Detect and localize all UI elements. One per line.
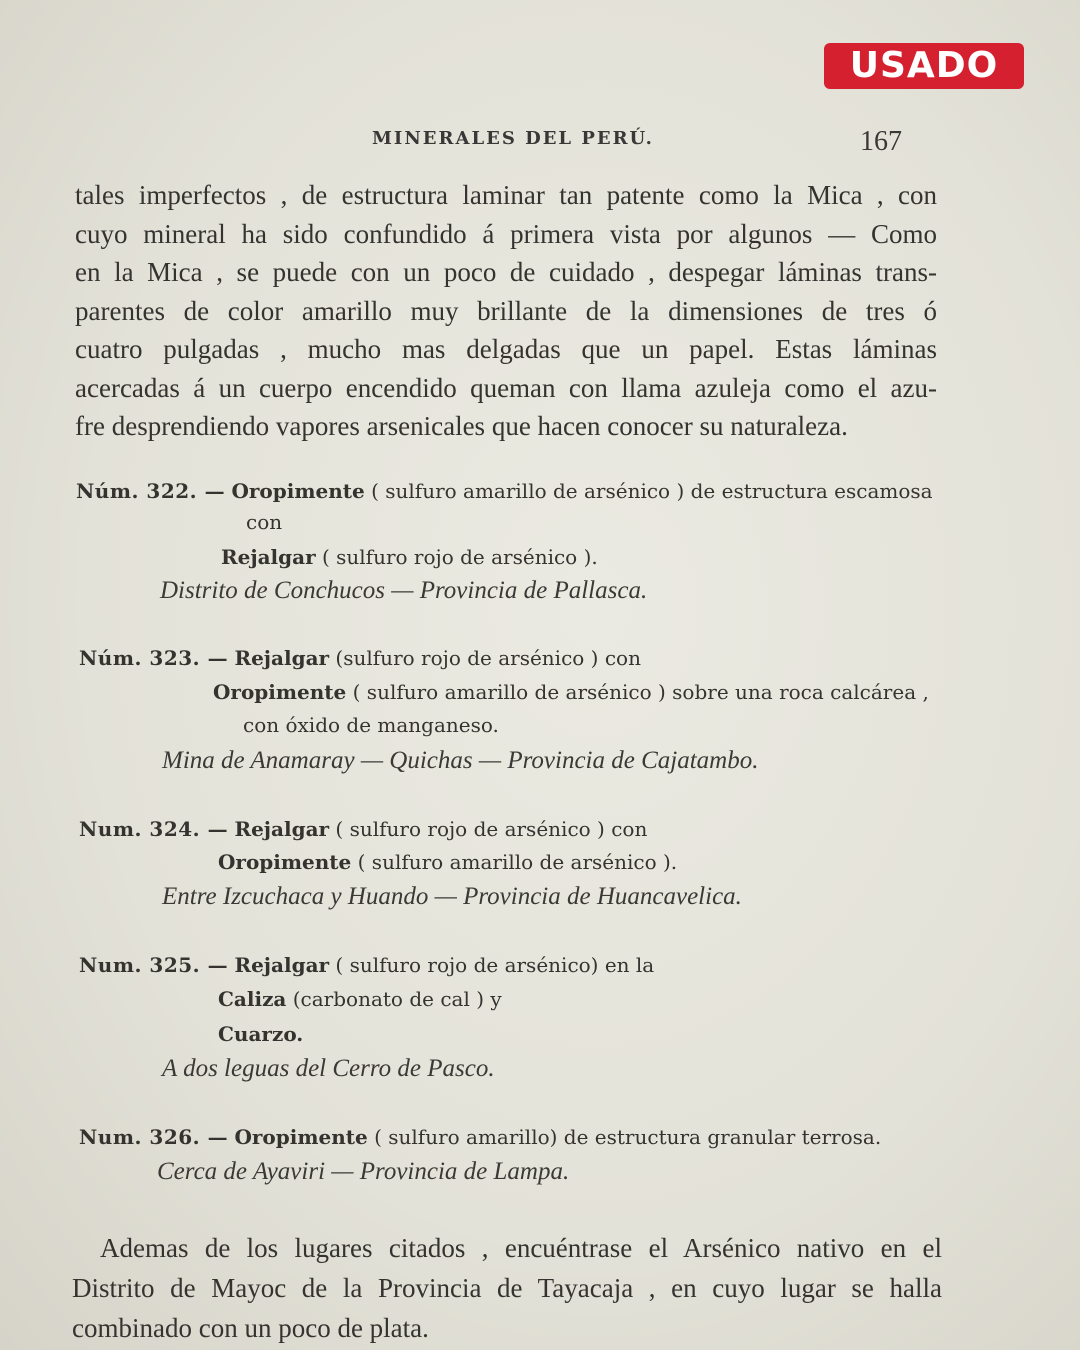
mineral-name: Oropimente (213, 680, 347, 704)
mineral-name: Caliza (218, 987, 287, 1011)
text-line: cuyo mineral ha sido confundido á primera vista por algunos — Como (75, 218, 937, 249)
mineral-description: ( sulfuro amarillo) de estructura granular terrosa. (367, 1125, 882, 1149)
text-line: fre desprendiendo vapores arsenicales que hacen conocer su naturaleza. (75, 411, 848, 441)
mineral-description: con óxido de manganeso. (243, 713, 499, 737)
mineral-description: ( sulfuro rojo de arsénico ). (315, 545, 598, 569)
entry-line (218, 987, 502, 1011)
entry-number: Num. 326. — (79, 1125, 229, 1149)
entry-location: Distrito de Conchucos — Provincia de Pallasca. (160, 577, 648, 604)
mineral-description: (carbonato de cal ) y (286, 987, 502, 1011)
mineral-name: Rejalgar (234, 953, 330, 977)
text-line: parentes de color amarillo muy brillante de la dimensiones de tres ó (75, 295, 937, 326)
entry-line (243, 713, 499, 737)
mineral-name: Cuarzo. (218, 1022, 304, 1046)
mineral-description: ( sulfuro rojo de arsénico ) con (329, 817, 648, 841)
mineral-name: Rejalgar (221, 545, 316, 569)
entry-line (246, 510, 282, 534)
text-line: cuatro pulgadas , mucho mas delgadas que un papel. Estas láminas (75, 334, 937, 364)
entry-line (213, 680, 929, 704)
entry-line (76, 479, 933, 503)
mineral-name: Rejalgar (234, 817, 330, 841)
entry-line (218, 850, 677, 874)
page-number: 167 (860, 126, 902, 157)
entry-line (221, 545, 598, 569)
entry-location: A dos leguas del Cerro de Pasco. (162, 1055, 495, 1082)
entry-location: Cerca de Ayaviri — Provincia de Lampa. (157, 1158, 570, 1185)
intro-paragraph (75, 176, 937, 446)
entry-location: Entre Izcuchaca y Huando — Provincia de Huancavelica. (162, 883, 742, 910)
entry-number: Num. 325. — (79, 953, 229, 977)
entry-number: Núm. 323. — (79, 646, 229, 670)
entry-line (79, 1125, 881, 1149)
running-title: MINERALES DEL PERÚ. (372, 128, 654, 149)
mineral-description: ( sulfuro amarillo de arsénico ) sobre una roca calcárea , (346, 680, 929, 704)
entry-line (79, 953, 654, 977)
mineral-description: ( sulfuro rojo de arsénico) en la (329, 953, 655, 977)
mineral-description: (sulfuro rojo de arsénico ) con (329, 646, 641, 670)
entry-line (79, 817, 647, 841)
mineral-description: ( sulfuro amarillo de arsénico ) de estructura escamosa (364, 479, 933, 503)
text-line: combinado con un poco de plata. (72, 1313, 429, 1343)
mineral-description: ( sulfuro amarillo de arsénico ). (351, 850, 678, 874)
entry-line (218, 1022, 303, 1046)
text-line: tales imperfectos , de estructura laminar tan patente como la Mica , con (75, 180, 937, 210)
entry-location: Mina de Anamaray — Quichas — Provincia de Cajatambo. (162, 747, 759, 774)
mineral-name: Oropimente (234, 1125, 368, 1149)
text-line: acercadas á un cuerpo encendido queman con llama azuleja como el azu- (75, 372, 937, 403)
text-line: Distrito de Mayoc de la Provincia de Tayacaja , en cuyo lugar se halla (72, 1273, 942, 1303)
mineral-name: Rejalgar (234, 646, 330, 670)
entry-number: Num. 324. — (79, 817, 229, 841)
entry-number: Núm. 322. — (76, 479, 226, 503)
mineral-name: Oropimente (231, 479, 365, 503)
mineral-name: Oropimente (218, 850, 352, 874)
connector-text: con (246, 510, 283, 534)
text-line: Ademas de los lugares citados , encuéntrase el Arsénico nativo en el (100, 1233, 942, 1263)
closing-paragraph (72, 1228, 942, 1348)
text-line: en la Mica , se puede con un poco de cuidado , despegar láminas trans- (75, 257, 937, 287)
used-badge: USADO (824, 43, 1024, 89)
entry-line (79, 646, 641, 670)
